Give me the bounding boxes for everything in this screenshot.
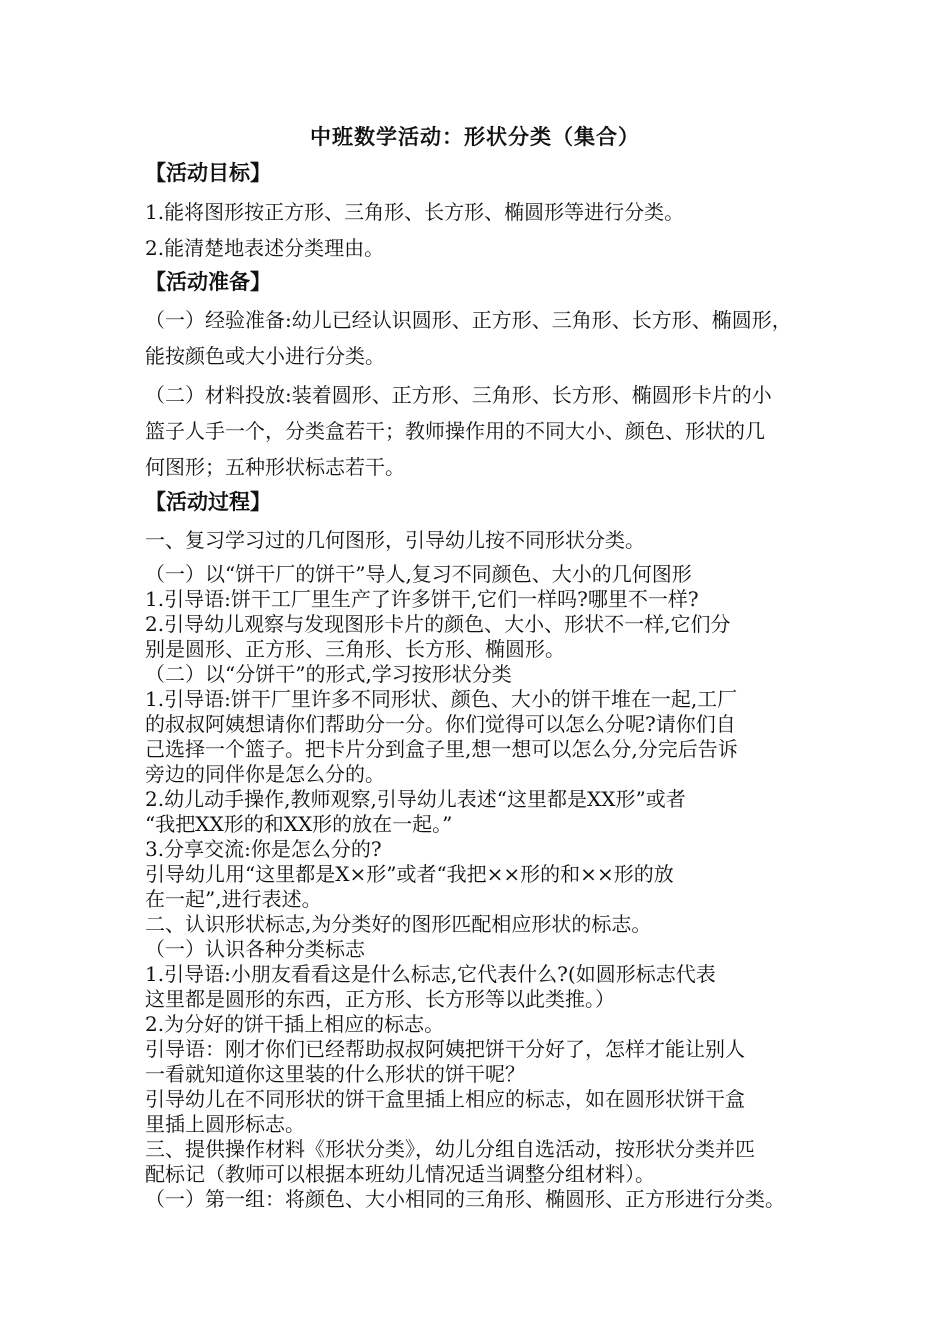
process-line: 己选择一个篮子。把卡片分到盒子里,想一想可以怎么分,分完后告诉: [145, 737, 738, 761]
prep-line: （一）经验准备:幼儿已经认识圆形、正方形、三角形、长方形、椭圆形，: [145, 308, 792, 332]
process-line: 3.分享交流:你是怎么分的?: [145, 837, 382, 861]
prep-line: 何图形；五种形状标志若干。: [145, 455, 405, 479]
goal-line: 1.能将图形按正方形、三角形、长方形、椭圆形等进行分类。: [145, 200, 685, 224]
heading-preparation: 【活动准备】: [145, 269, 271, 294]
process-line: 2.幼儿动手操作,教师观察,引导幼儿表述“这里都是XX形”或者: [145, 787, 686, 811]
process-line: 里插上圆形标志。: [145, 1112, 305, 1136]
process-intro: 一、复习学习过的几何图形，引导幼儿按不同形状分类。: [145, 528, 645, 552]
process-line: 的叔叔阿姨想请你们帮助分一分。你们觉得可以怎么分呢?请你们自: [145, 712, 736, 736]
document-title: 中班数学活动：形状分类（集合）: [310, 124, 640, 149]
process-line: 2.引导幼儿观察与发现图形卡片的颜色、大小、形状不一样,它们分: [145, 612, 731, 636]
process-line: 二、认识形状标志,为分类好的图形匹配相应形状的标志。: [145, 912, 652, 936]
process-line: 引导幼儿在不同形状的饼干盒里插上相应的标志，如在圆形状饼干盒: [145, 1087, 745, 1111]
heading-goals: 【活动目标】: [145, 160, 271, 185]
process-line: 1.引导语:小朋友看看这是什么标志,它代表什么?(如圆形标志代表: [145, 962, 716, 986]
process-line: 旁边的同伴你是怎么分的。: [145, 762, 385, 786]
process-line: 这里都是圆形的东西，正方形、长方形等以此类推。）: [145, 987, 615, 1011]
process-line: 在一起”,进行表述。: [145, 887, 322, 911]
process-line: 1.引导语:饼干工厂里生产了许多饼干,它们一样吗?哪里不一样?: [145, 587, 699, 611]
process-line: （一）以“饼干厂的饼干”导人,复习不同颜色、大小的几何图形: [145, 562, 692, 586]
process-line: （一）第一组：将颜色、大小相同的三角形、椭圆形、正方形进行分类。: [145, 1187, 785, 1211]
prep-line: 能按颜色或大小进行分类。: [145, 344, 385, 368]
process-line: （一）认识各种分类标志: [145, 937, 365, 961]
process-line: 2.为分好的饼干插上相应的标志。: [145, 1012, 445, 1036]
process-line: （二）以“分饼干”的形式,学习按形状分类: [145, 662, 512, 686]
process-line: 一看就知道你这里装的什么形状的饼干呢？: [145, 1062, 525, 1086]
prep-line: 篮子人手一个，分类盒若干；教师操作用的不同大小、颜色、形状的几: [145, 419, 765, 443]
process-line: 1.引导语:饼干厂里许多不同形状、颜色、大小的饼干堆在一起,工厂: [145, 687, 738, 711]
process-line: 引导幼儿用“这里都是X×形”或者“我把××形的和××形的放: [145, 862, 674, 886]
process-line: “我把XX形的和XX形的放在一起。”: [145, 812, 453, 836]
goal-line: 2.能清楚地表述分类理由。: [145, 236, 385, 260]
process-line: 配标记（教师可以根据本班幼儿情况适当调整分组材料）。: [145, 1162, 655, 1186]
heading-process: 【活动过程】: [145, 489, 271, 514]
process-line: 三、提供操作材料《形状分类》，幼儿分组自选活动，按形状分类并匹: [145, 1137, 755, 1161]
process-line: 引导语：刚才你们已经帮助叔叔阿姨把饼干分好了，怎样才能让别人: [145, 1037, 745, 1061]
process-line: 别是圆形、正方形、三角形、长方形、椭圆形。: [145, 637, 565, 661]
prep-line: （二）材料投放:装着圆形、正方形、三角形、长方形、椭圆形卡片的小: [145, 383, 772, 407]
